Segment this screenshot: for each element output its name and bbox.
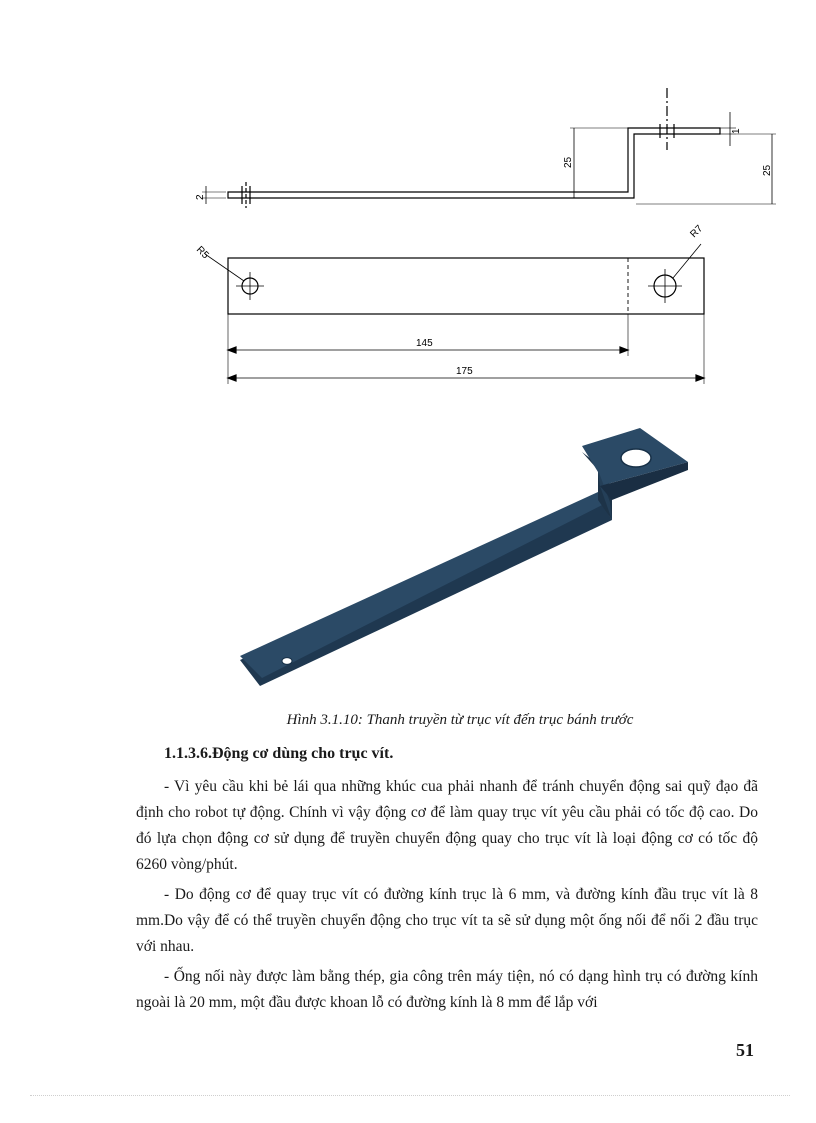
top-view xyxy=(205,244,704,384)
section-heading: 1.1.3.6.Động cơ dùng cho trục vít. xyxy=(164,745,394,762)
figure-caption: Hình 3.1.10: Thanh truyền từ trục vít đến trục bánh trước xyxy=(286,712,634,728)
side-view xyxy=(202,88,776,208)
dim-length-total-label: 175 xyxy=(456,366,473,377)
dim-thickness-label: 2 xyxy=(195,194,206,200)
bar-top-face xyxy=(240,492,612,678)
paragraph-1: - Vì yêu cầu khi bẻ lái qua những khúc cua phải nhanh để tránh chuyển động sai quỹ đạo đã định cho robot tự động. Chính vì vậy động cơ để làm quay trục vít yêu cầu phải có tốc độ cao. Do đó lựa chọn động cơ sử dụng để truyền chuyển động quay cho trục vít là loại động cơ có tốc độ 6260 vòng/phút. xyxy=(136,778,758,873)
dim-length-inner-label: 145 xyxy=(416,338,433,349)
paragraph-2: - Do động cơ để quay trục vít có đường kính trục là 6 mm, và đường kính đầu trục vít là 8 mm.Do vậy để có thể truyền chuyển động cho trục vít ta sẽ sử dụng một ống nối để nối 2 đầu trục với nhau. xyxy=(136,886,758,955)
3d-render xyxy=(240,428,688,686)
dim-height-left-label: 25 xyxy=(563,156,574,168)
dim-height-right-label: 25 xyxy=(762,164,773,176)
page-number: 51 xyxy=(736,1040,754,1060)
footer-divider xyxy=(30,1095,790,1096)
dim-hole-left-label: R5 xyxy=(193,244,211,262)
paragraph-3: - Ống nối này được làm bằng thép, gia công trên máy tiện, nó có dạng hình trụ có đường kính ngoài là 20 mm, một đầu được khoan lỗ có đường kính là 8 mm để lắp với xyxy=(136,968,758,1011)
dim-offset-top-label: 1 xyxy=(731,128,742,134)
dim-hole-right-label: R7 xyxy=(688,223,706,241)
